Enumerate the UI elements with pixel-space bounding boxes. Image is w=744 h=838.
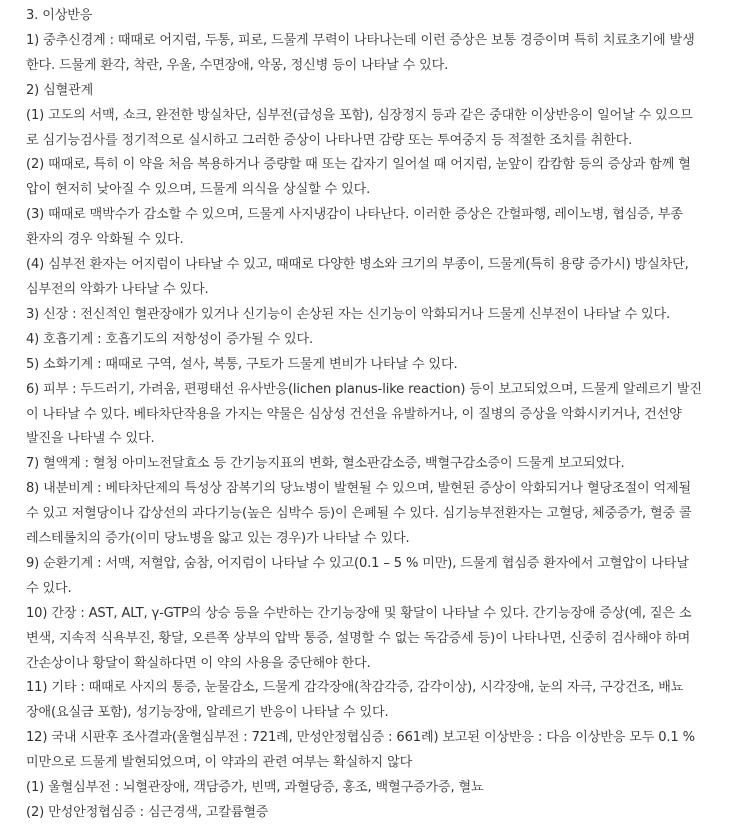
text-line: 11) 기타 : 때때로 사지의 통증, 눈물감소, 드물게 감각장애(착감각증, 감각이상), 시각장애, 눈의 자극, 구강건조, 배뇨 — [26, 680, 684, 696]
text-line: 변색, 지속적 식욕부진, 황달, 오른쪽 상부의 압박 통증, 설명할 수 없는 독감증세 등)이 나타나면, 신중히 검사해야 하며 — [26, 630, 691, 646]
text-line: 압이 현저히 낮아질 수 있으며, 드물게 의식을 상실할 수 있다. — [26, 182, 371, 198]
text-line: (2) 때때로, 특히 이 약을 처음 복용하거나 증량할 때 또는 갑자기 일어설 때 어지럼, 눈앞이 캄캄함 등의 증상과 함께 혈 — [26, 157, 691, 173]
text-line: 발진을 나타낼 수 있다. — [26, 431, 155, 447]
text-line: 환자의 경우 악화될 수 있다. — [26, 232, 184, 248]
text-line: 레스테롤치의 증가(이미 당뇨병을 앓고 있는 경우)가 나타날 수 있다. — [26, 531, 410, 547]
text-line: 5) 소화기계 : 때때로 구역, 설사, 복통, 구토가 드물게 변비가 나타날 수 있다. — [26, 356, 458, 372]
text-line: 미만으로 드물게 발현되었으며, 이 약과의 관련 여부는 확실하지 않다 — [26, 755, 413, 771]
text-line: 수 있다. — [26, 580, 72, 596]
text-line: 10) 간장 : AST, ALT, γ-GTP의 상승 등을 수반하는 간기능장애 및 황달이 나타날 수 있다. 간기능장애 증상(예, 짙은 소 — [26, 605, 692, 621]
text-line: (1) 고도의 서맥, 쇼크, 완전한 방실차단, 심부전(급성을 포함), 심장정지 등과 같은 중대한 이상반응이 일어날 수 있으므 — [26, 107, 693, 123]
text-line: 2) 심혈관계 — [26, 82, 94, 98]
text-line: 9) 순환기계 : 서맥, 저혈압, 숨참, 어지럼이 나타날 수 있고(0.1 – 5 % 미만), 드물게 협심증 환자에서 고혈압이 나타날 — [26, 555, 689, 571]
text-line: 이 나타날 수 있다. 베타차단작용을 가지는 약물은 심상성 건선을 유발하거나, 이 질병의 증상을 악화시키거나, 건선양 — [26, 406, 682, 422]
text-line: 한다. 드물게 환각, 착란, 우울, 수면장애, 악몽, 정신병 등이 나타날 수 있다. — [26, 57, 449, 73]
text-line: 3) 신장 : 전신적인 혈관장애가 있거나 신기능이 손상된 자는 신기능이 악화되거나 드물게 신부전이 나타날 수 있다. — [26, 306, 671, 322]
text-line: 장애(요실금 포함), 성기능장애, 알레르기 반응이 나타날 수 있다. — [26, 705, 389, 721]
text-line: (2) 만성안정협심증 : 심근경색, 고칼륨혈증 — [26, 805, 269, 820]
text-line: 1) 중추신경계 : 때때로 어지럼, 두통, 피로, 드물게 무력이 나타나는데 이런 증상은 보통 경증이며 특히 치료초기에 발생 — [26, 32, 695, 48]
text-line: (3) 때때로 맥박수가 감소할 수 있으며, 드물게 사지냉감이 나타난다. 이러한 증상은 간헐파행, 레이노병, 협심증, 부종 — [26, 207, 683, 223]
text-line: (4) 심부전 환자는 어지럼이 나타날 수 있고, 때때로 다양한 병소와 크기의 부종이, 드물게(특히 용량 증가시) 방실차단, — [26, 257, 689, 273]
text-line: 수 있고 저혈당이나 갑상선의 과다기능(높은 심박수 등)이 은폐될 수 있다. 심기능부전환자는 고혈당, 체중증가, 혈중 콜 — [26, 506, 692, 522]
text-line: 8) 내분비계 : 베타차단제의 특성상 잠복기의 당뇨병이 발현될 수 있으며, 발현된 증상이 악화되거나 혈당조절이 억제될 — [26, 481, 692, 497]
text-line: 4) 호흡기계 : 호흡기도의 저항성이 증가될 수 있다. — [26, 331, 313, 347]
text-line: 7) 혈액계 : 혈청 아미노전달효소 등 간기능지표의 변화, 혈소판감소증, 백혈구감소증이 드물게 보고되었다. — [26, 456, 625, 472]
text-line: 6) 피부 : 두드러기, 가려움, 편평태선 유사반응(lichen planus-like reaction) 등이 보고되었으며, 드물게 알레르기 발진 — [26, 381, 702, 397]
text-line: 12) 국내 시판후 조사결과(울혈심부전 : 721례, 만성안정협심증 : 661례) 보고된 이상반응 : 다음 이상반응 모두 0.1 % — [26, 730, 695, 746]
text-line: 로 심기능검사를 정기적으로 실시하고 그러한 증상이 나타나면 감량 또는 투여중지 등 적절한 조치를 취한다. — [26, 132, 633, 148]
section-heading: 3. 이상반응 — [26, 8, 93, 23]
text-line: 간손상이나 황달이 확실하다면 이 약의 사용을 중단해야 한다. — [26, 655, 371, 671]
text-line: 심부전의 악화가 나타날 수 있다. — [26, 281, 209, 297]
text-line: (1) 울혈심부전 : 뇌혈관장애, 객담증가, 빈맥, 과혈당증, 홍조, 백혈구증가증, 혈뇨 — [26, 780, 484, 796]
